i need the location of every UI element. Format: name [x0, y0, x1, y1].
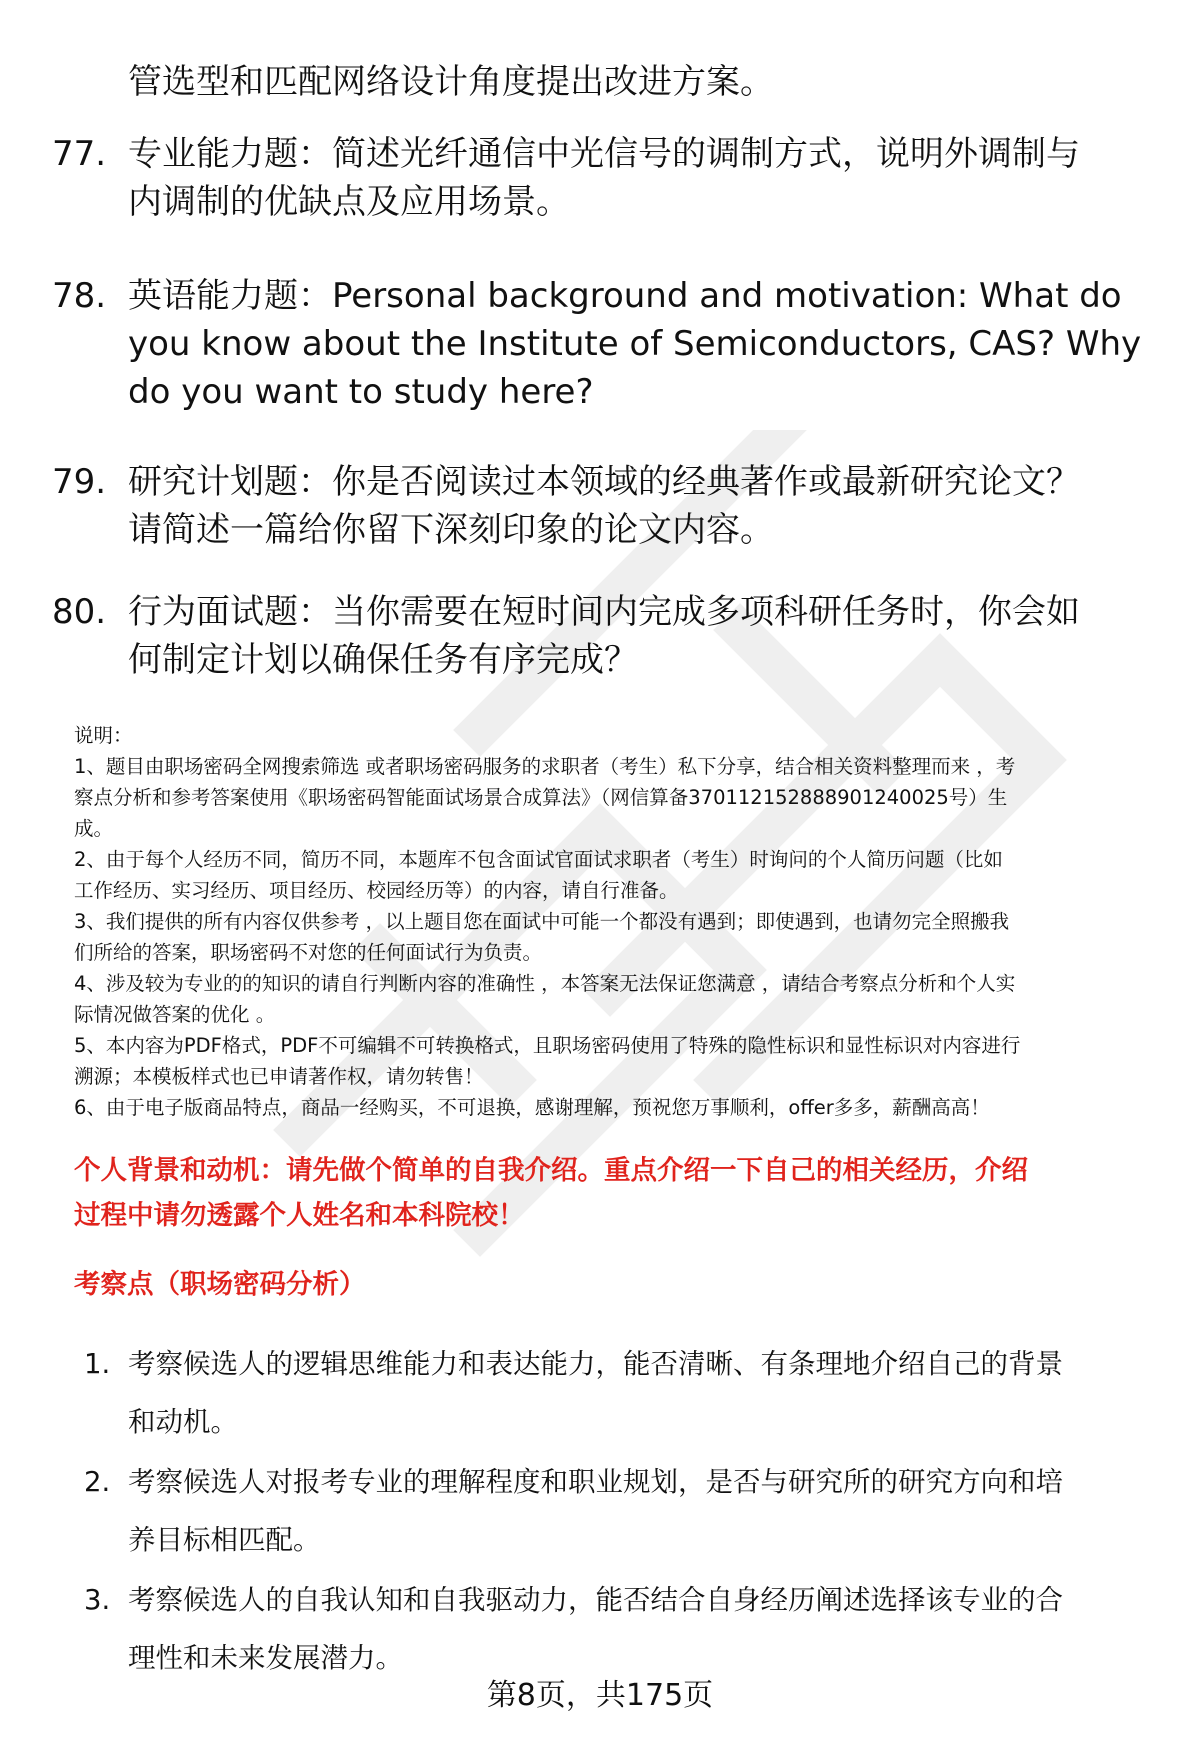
note-line: 1、题目由职场密码全网搜索筛选 或者职场密码服务的求职者（考生）私下分享，结合相关资料整理而来 ，考	[74, 755, 1016, 778]
disclaimer-notes	[74, 720, 1164, 1123]
list-item	[84, 1335, 1174, 1451]
question-line: 行为面试题：当你需要在短时间内完成多项科研任务时，你会如	[128, 592, 1080, 632]
note-line: 际情况做答案的优化 。	[74, 1003, 276, 1026]
note-line: 溯源；本模板样式也已申请著作权，请勿转售！	[74, 1065, 484, 1088]
notes-title: 说明：	[74, 724, 133, 747]
question-text	[128, 458, 1200, 554]
question-80	[52, 588, 1162, 684]
list-item-line: 理性和未来发展潜力。	[128, 1642, 403, 1674]
note-line: 成。	[74, 817, 114, 840]
list-item-line: 考察候选人的逻辑思维能力和表达能力，能否清晰、有条理地介绍自己的背景	[128, 1348, 1063, 1380]
note-line: 3、我们提供的所有内容仅供参考 ，以上题目您在面试中可能一个都没有遇到；即使遇到，也请勿完全照搬我	[74, 910, 1010, 933]
note-line: 4、涉及较为专业的的知识的请自行判断内容的准确性 ，本答案无法保证您满意 ，请结合考察点分析和个人实	[74, 972, 1016, 995]
question-line: 专业能力题：简述光纤通信中光信号的调制方式，说明外调制与	[128, 134, 1080, 174]
list-item-number: 3.	[84, 1584, 111, 1616]
section-heading-line: 个人背景和动机：请先做个简单的自我介绍。重点介绍一下自己的相关经历，介绍	[74, 1155, 1028, 1186]
list-item-line: 养目标相匹配。	[128, 1524, 321, 1556]
question-number: 80.	[52, 592, 107, 632]
list-item	[84, 1453, 1174, 1569]
note-line: 6、由于电子版商品特点，商品一经购买，不可退换，感谢理解，预祝您万事顺利，offer多多，薪酬高高！	[74, 1096, 990, 1119]
question-line: 英语能力题：Personal background and motivation: What do	[128, 276, 1122, 316]
question-continuation: 管选型和匹配网络设计角度提出改进方案。	[128, 62, 774, 102]
note-line: 5、本内容为PDF格式，PDF不可编辑不可转换格式，且职场密码使用了特殊的隐性标识和显性标识对内容进行	[74, 1034, 1021, 1057]
list-item-text	[128, 1335, 1174, 1451]
page-number: 第8页，共175页	[486, 1678, 714, 1713]
question-line: you know about the Institute of Semiconductors, CAS? Why	[128, 324, 1142, 364]
question-line: 内调制的优缺点及应用场景。	[128, 182, 570, 222]
note-line: 们所给的答案，职场密码不对您的任何面试行为负责。	[74, 941, 543, 964]
question-79	[52, 458, 1162, 554]
question-number: 78.	[52, 276, 107, 316]
question-line: do you want to study here?	[128, 372, 594, 412]
list-item-text	[128, 1453, 1174, 1569]
question-line: 研究计划题：你是否阅读过本领域的经典著作或最新研究论文？	[128, 462, 1080, 502]
question-line: 请简述一篇给你留下深刻印象的论文内容。	[128, 510, 774, 550]
section-subheading: 考察点（职场密码分析）	[74, 1269, 366, 1300]
question-line: 何制定计划以确保任务有序完成？	[128, 640, 638, 680]
question-text	[128, 588, 1200, 684]
list-item-number: 2.	[84, 1466, 111, 1498]
question-text	[128, 130, 1200, 226]
list-item-line: 考察候选人对报考专业的理解程度和职业规划，是否与研究所的研究方向和培	[128, 1466, 1063, 1498]
question-text	[128, 272, 1200, 416]
list-item	[84, 1571, 1174, 1687]
note-line: 察点分析和参考答案使用《职场密码智能面试场景合成算法》（网信算备370112152888901240025号）生	[74, 786, 1008, 809]
list-item-line: 考察候选人的自我认知和自我驱动力，能否结合自身经历阐述选择该专业的合	[128, 1584, 1063, 1616]
question-number: 79.	[52, 462, 107, 502]
list-item-number: 1.	[84, 1348, 111, 1380]
assessment-points	[84, 1335, 1174, 1689]
question-78	[52, 272, 1162, 416]
note-line: 工作经历、实习经历、项目经历、校园经历等）的内容，请自行准备。	[74, 879, 679, 902]
question-77	[52, 130, 1162, 226]
section-heading-line: 过程中请勿透露个人姓名和本科院校！	[74, 1200, 525, 1231]
question-number: 77.	[52, 134, 107, 174]
list-item-line: 和动机。	[128, 1406, 238, 1438]
list-item-text	[128, 1571, 1174, 1687]
note-line: 2、由于每个人经历不同，简历不同，本题库不包含面试官面试求职者（考生）时询问的个人简历问题（比如	[74, 848, 1003, 871]
section-heading	[74, 1148, 1174, 1238]
